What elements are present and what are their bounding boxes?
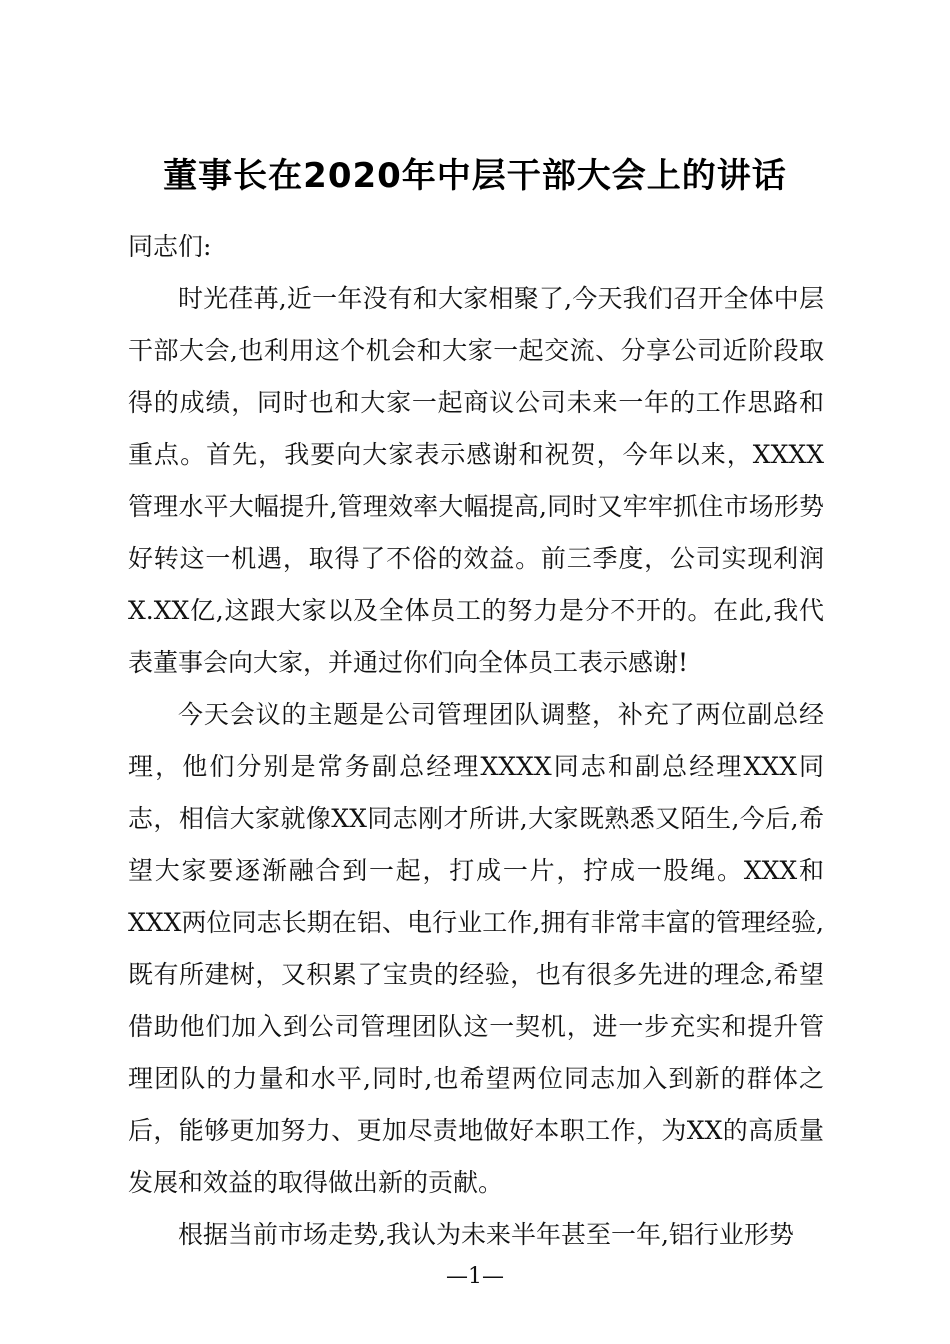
document-title: 董事长在2020年中层干部大会上的讲话 xyxy=(163,156,787,196)
paragraph-1: 时光荏苒,近一年没有和大家相聚了,今天我们召开全体中层干部大会,也利用这个机会和大家一起交流、分享公司近阶段取得的成绩，同时也和大家一起商议公司未来一年的工作思路和重点。首先，我要向大家表示感谢和祝贺，今年以来，XXXX管理水平大幅提升,管理效率大幅提高,同时又牢牢抓住市场形势好转这一机遇，取得了不俗的效益。前三季度，公司实现利润X.XX亿,这跟大家以及全体员工的努力是分不开的。在此,我代表董事会向大家，并通过你们向全体员工表示感谢! xyxy=(128,284,824,677)
paragraph-2: 今天会议的主题是公司管理团队调整，补充了两位副总经理，他们分别是常务副总经理XXXX同志和副总经理XXX同志，相信大家就像XX同志刚才所讲,大家既熟悉又陌生,今后,希望大家要逐渐融合到一起，打成一片，拧成一股绳。XXX和XXX两位同志长期在铝、电行业工作,拥有非常丰富的管理经验,既有所建树，又积累了宝贵的经验，也有很多先进的理念,希望借助他们加入到公司管理团队这一契机，进一步充实和提升管理团队的力量和水平,同时,也希望两位同志加入到新的群体之后，能够更加努力、更加尽责地做好本职工作，为XX的高质量发展和效益的取得做出新的贡献。 xyxy=(128,700,824,1197)
paragraph-3: 根据当前市场走势,我认为未来半年甚至一年,铝行业形势 xyxy=(178,1220,794,1249)
salutation: 同志们: xyxy=(128,232,212,261)
document-body xyxy=(128,221,824,1261)
page-number: —1— xyxy=(446,1264,504,1289)
